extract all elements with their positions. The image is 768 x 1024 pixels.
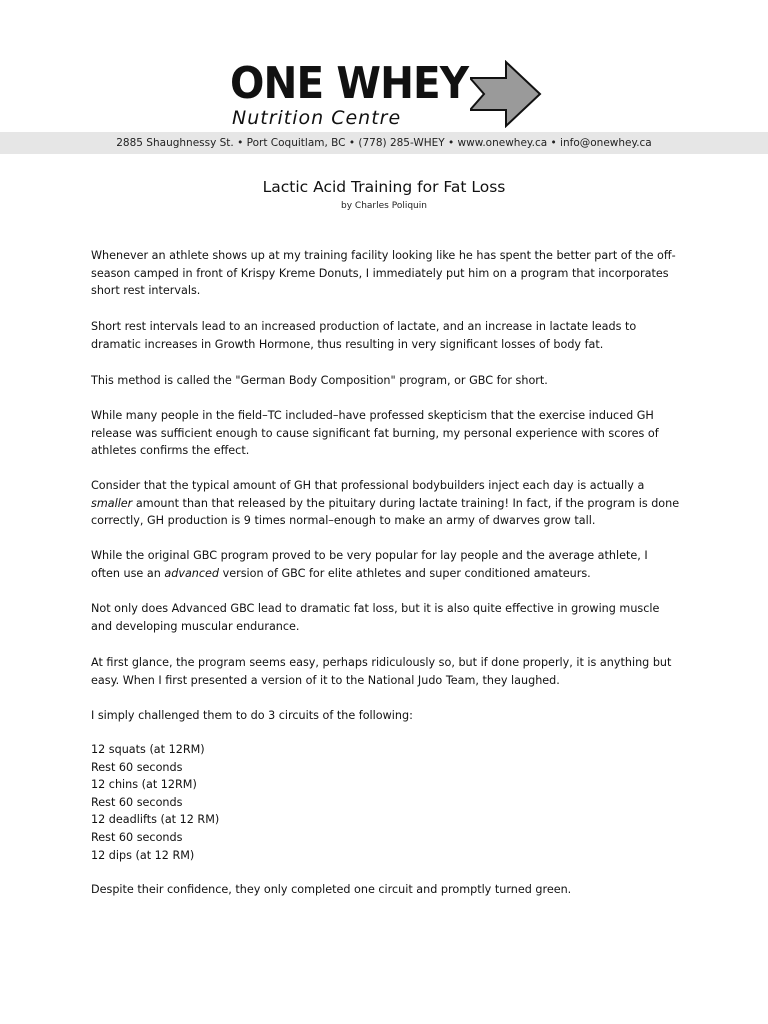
- text-line: [91, 495, 681, 513]
- text-line: While many people in the field–TC included–have professed skepticism that the exercise induced GH: [91, 409, 654, 422]
- list-item: Rest 60 seconds: [91, 760, 183, 774]
- text-line: Short rest intervals lead to an increased production of lactate, and an increase in lactate leads to: [91, 320, 637, 333]
- emphasis-text: smaller: [91, 496, 133, 510]
- text-line: easy. When I first presented a version of it to the National Judo Team, they laughed.: [91, 673, 560, 687]
- company-logo: [228, 58, 548, 134]
- text-line: athletes confirms the effect.: [91, 444, 250, 458]
- article-title: Lactic Acid Training for Fat Loss: [262, 178, 506, 196]
- paragraph-3: [91, 372, 681, 390]
- text-line: Not only does Advanced GBC lead to dramatic fat loss, but it is also quite effective in growing muscle: [91, 602, 660, 615]
- text-line: and developing muscular endurance.: [91, 619, 300, 633]
- paragraph-1: [91, 247, 681, 300]
- text-line: season camped in front of Krispy Kreme Donuts, I immediately put him on a program that incorporates: [91, 266, 669, 280]
- text-line: Despite their confidence, they only completed one circuit and promptly turned green.: [91, 883, 572, 896]
- contact-address: 2885 Shaughnessy St. • Port Coquitlam, BC • (778) 285-WHEY • www.onewhey.ca • info@onewhey.ca: [116, 137, 652, 149]
- list-item: 12 dips (at 12 RM): [91, 848, 195, 862]
- paragraph-6: [91, 547, 681, 582]
- logo-tagline: Nutrition Centre: [232, 107, 402, 129]
- text-line: Consider that the typical amount of GH that professional bodybuilders inject each day is actually a: [91, 479, 645, 492]
- text-line: While the original GBC program proved to be very popular for lay people and the average athlete, I: [91, 549, 648, 562]
- text-segment: version of GBC for elite athletes and super conditioned amateurs.: [219, 566, 591, 580]
- paragraph-8: [91, 654, 681, 689]
- paragraph-5: [91, 477, 681, 530]
- list-item: Rest 60 seconds: [91, 830, 183, 844]
- list-item: Rest 60 seconds: [91, 795, 183, 809]
- text-line: This method is called the "German Body Composition" program, or GBC for short.: [91, 374, 548, 387]
- list-item: 12 chins (at 12RM): [91, 778, 197, 792]
- paragraph-10: [91, 881, 681, 899]
- text-line: release was sufficient enough to cause significant fat burning, my personal experience with scores of: [91, 426, 659, 440]
- list-item: 12 deadlifts (at 12 RM): [91, 813, 220, 827]
- text-segment: amount than that released by the pituitary during lactate training! In fact, if the program is done: [132, 496, 680, 510]
- logo-wordmark: ONE WHEY: [230, 58, 469, 109]
- paragraph-9: [91, 707, 681, 725]
- paragraph-7: [91, 600, 681, 635]
- list-item: 12 squats (at 12RM): [91, 743, 205, 756]
- text-segment: often use an: [91, 566, 165, 580]
- article-byline: by Charles Poliquin: [341, 201, 427, 211]
- text-line: Whenever an athlete shows up at my training facility looking like he has spent the better part of the off-: [91, 249, 676, 262]
- text-line: I simply challenged them to do 3 circuits of the following:: [91, 709, 413, 722]
- text-line: At first glance, the program seems easy, perhaps ridiculously so, but if done properly, it is anything but: [91, 656, 672, 669]
- arrow-icon: [470, 60, 542, 128]
- contact-bar: [0, 132, 768, 154]
- text-line: short rest intervals.: [91, 284, 201, 298]
- emphasis-text: advanced: [164, 566, 220, 580]
- text-line: correctly, GH production is 9 times normal–enough to make an army of dwarves grow tall.: [91, 514, 596, 528]
- paragraph-2: [91, 318, 681, 353]
- text-line: dramatic increases in Growth Hormone, thus resulting in very significant losses of body fat.: [91, 337, 604, 351]
- paragraph-4: [91, 407, 681, 460]
- text-line: [91, 565, 681, 583]
- circuit-list: [91, 741, 681, 864]
